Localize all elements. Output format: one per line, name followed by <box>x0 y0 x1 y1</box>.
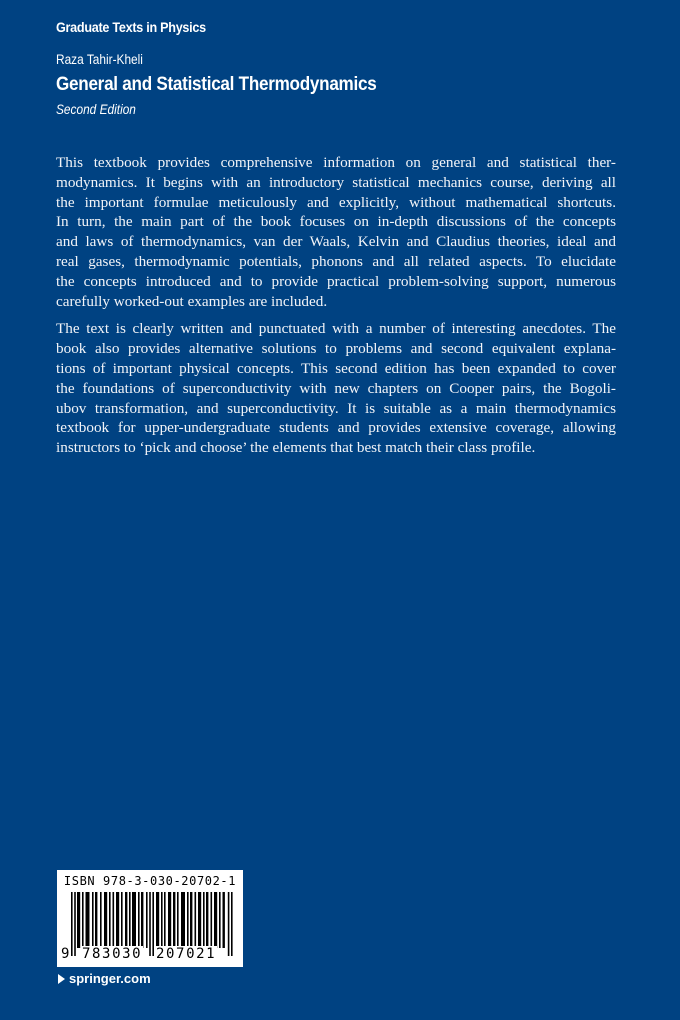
text-line: ubov transformation, and superconductivity. It is suitable as a main thermodynamics <box>56 399 616 417</box>
text-line: tions of important physical concepts. This second edition has been expanded to cover <box>56 359 616 377</box>
description-paragraph-2 <box>56 319 616 458</box>
text-line: the foundations of superconductivity with new chapters on Cooper pairs, the Bogoli- <box>56 379 616 397</box>
publisher-link[interactable] <box>58 971 151 986</box>
author-name: Raza Tahir-Kheli <box>56 52 143 67</box>
book-title: General and Statistical Thermodynamics <box>56 74 377 95</box>
text-line: the important formulae meticulously and explicitly, without mathematical shortcuts. <box>56 193 616 211</box>
text-line: carefully worked-out examples are included. <box>56 292 328 310</box>
text-line: textbook for upper-undergraduate students and provides extensive coverage, allowing <box>56 419 616 437</box>
publisher-url[interactable]: springer.com <box>69 971 151 986</box>
description-paragraph-1 <box>56 153 616 311</box>
text-line: modynamics. It begins with an introductory statistical mechanics course, deriving all <box>56 173 616 191</box>
text-line: and laws of thermodynamics, van der Waals, Kelvin and Claudius theories, ideal and <box>56 233 616 251</box>
isbn-barcode-box <box>57 870 243 967</box>
book-description <box>56 153 616 466</box>
barcode-digit-group-2: 207021 <box>156 946 217 962</box>
text-line: book also provides alternative solutions to problems and second equivalent explana- <box>56 340 616 358</box>
text-line: In turn, the main part of the book focuses on in-depth discussions of the concepts <box>56 213 616 231</box>
barcode-first-digit: 9 <box>61 946 70 962</box>
text-line: real gases, thermodynamic potentials, phonons and all related aspects. To elucidate <box>56 252 616 270</box>
text-line: This textbook provides comprehensive information on general and statistical ther- <box>56 154 616 171</box>
text-line: instructors to ‘pick and choose’ the elements that best match their class profile. <box>56 439 536 457</box>
series-name: Graduate Texts in Physics <box>56 19 206 35</box>
barcode-digit-group-1: 783030 <box>82 946 143 962</box>
text-line: The text is clearly written and punctuated with a number of interesting anecdotes. The <box>56 320 616 338</box>
text-line: the concepts introduced and to provide practical problem-solving support, numerous <box>56 272 616 290</box>
play-arrow-icon <box>58 974 65 984</box>
isbn-label: ISBN 978-3-030-20702-1 <box>63 874 237 888</box>
edition-label: Second Edition <box>56 102 136 117</box>
